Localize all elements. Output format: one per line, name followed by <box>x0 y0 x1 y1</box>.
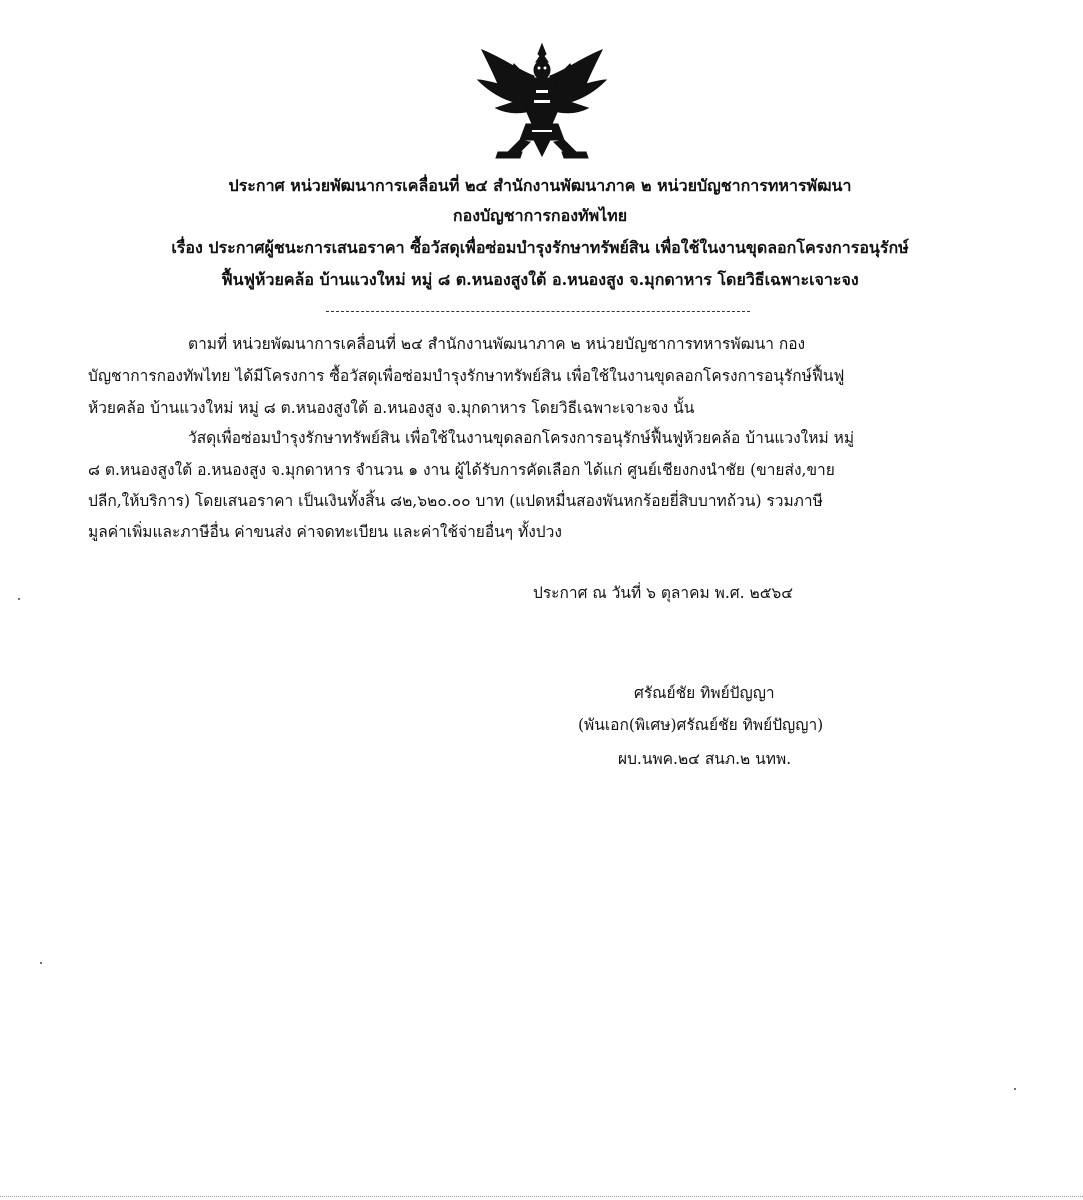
scan-bottom-edge <box>0 1196 1083 1197</box>
paragraph-2-line-2: ๘ ต.หนองสูงใต้ อ.หนองสูง จ.มุกดาหาร จำนวน ๑ งาน ผู้ได้รับการคัดเลือก ได้แก่ ศูนย์เชียงกงนำชัย (ขายส่ง,ขาย <box>88 461 835 479</box>
paragraph-2-line-1: วัสดุเพื่อซ่อมบำรุงรักษาทรัพย์สิน เพื่อใช้ในงานขุดลอกโครงการอนุรักษ์ฟื้นฟูห้วยคล้อ บ้านแวงใหม่ หมู่ <box>188 429 855 447</box>
paragraph-2-line-4: มูลค่าเพิ่มและภาษีอื่น ค่าขนส่ง ค่าจดทะเบียน และค่าใช้จ่ายอื่นๆ ทั้งปวง <box>88 523 562 541</box>
paragraph-1-line-3: ห้วยคล้อ บ้านแวงใหม่ หมู่ ๘ ต.หนองสูงใต้ อ.หนองสูง จ.มุกดาหาร โดยวิธีเฉพาะเจาะจง นั้น <box>88 399 695 417</box>
scan-speck <box>1014 1088 1016 1090</box>
subject-line-1: เรื่อง ประกาศผู้ชนะการเสนอราคา ซื้อวัสดุเพื่อซ่อมบำรุงรักษาทรัพย์สิน เพื่อใช้ในงานขุดลอกโครงการอนุรักษ์ <box>171 238 909 257</box>
header-line-2: กองบัญชาการกองทัพไทย <box>452 206 628 225</box>
scan-speck <box>40 962 42 964</box>
announcement-date: ประกาศ ณ วันที่ ๖ ตุลาคม พ.ศ. ๒๕๖๔ <box>533 584 793 602</box>
signature-rank-name: (พันเอก(พิเศษ)ศรัณย์ชัย ทิพย์ปัญญา) <box>578 716 824 734</box>
scan-speck <box>18 598 20 600</box>
signature-position: ผบ.นพค.๒๔ สนภ.๒ นทพ. <box>618 750 792 768</box>
garuda-emblem-icon <box>468 40 616 160</box>
header-line-1: ประกาศ หน่วยพัฒนาการเคลื่อนที่ ๒๔ สำนักงานพัฒนาภาค ๒ หน่วยบัญชาการทหารพัฒนา <box>228 176 852 195</box>
header-divider <box>326 311 750 312</box>
subject-line-2: ฟื้นฟูห้วยคล้อ บ้านแวงใหม่ หมู่ ๘ ต.หนองสูงใต้ อ.หนองสูง จ.มุกดาหาร โดยวิธีเฉพาะเจาะจง <box>221 270 859 289</box>
paragraph-1-line-2: บัญชาการกองทัพไทย ได้มีโครงการ ซื้อวัสดุเพื่อซ่อมบำรุงรักษาทรัพย์สิน เพื่อใช้ในงานขุดลอกโครงการอนุรักษ์ฟื้นฟู <box>88 367 845 385</box>
signature-name: ศรัณย์ชัย ทิพย์ปัญญา <box>634 684 775 702</box>
paragraph-2-line-3: ปลีก,ให้บริการ) โดยเสนอราคา เป็นเงินทั้งสิ้น ๘๒,๖๒๐.๐๐ บาท (แปดหมื่นสองพันหกร้อยยี่สิบบาทถ้วน) รวมภาษี <box>88 492 823 510</box>
paragraph-1-line-1: ตามที่ หน่วยพัฒนาการเคลื่อนที่ ๒๔ สำนักงานพัฒนาภาค ๒ หน่วยบัญชาการทหารพัฒนา กอง <box>188 335 806 353</box>
